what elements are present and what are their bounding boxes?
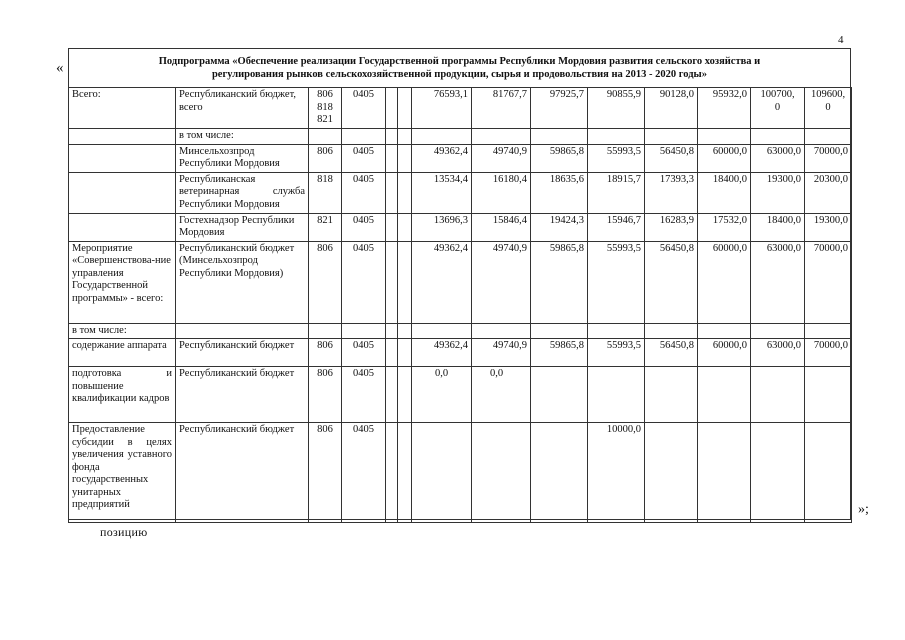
cell-2017: 16283,9 — [645, 213, 698, 241]
cell-2013: 13696,3 — [412, 213, 472, 241]
cell-source: Республиканская ветеринарная служба Республики Мордовия — [176, 172, 309, 213]
cell-2016: 55993,5 — [588, 241, 645, 323]
cell-empty — [398, 88, 412, 129]
cell-source: Республиканский бюджет — [176, 339, 309, 367]
cell-name: содержание аппарата — [69, 339, 176, 367]
title-line-1: Подпрограмма «Обеспечение реализации Государственной программы Республики Мордовия развития сельского хозяйства и — [158, 56, 761, 67]
cell-grbs: 818 — [309, 172, 342, 213]
cell-source: Республиканский бюджет — [176, 423, 309, 523]
cell-2013: 49362,4 — [412, 144, 472, 172]
cell-2016: 90855,9 — [588, 88, 645, 129]
cell-source: Республиканский бюджет (Минсельхозпрод Республики Мордовия) — [176, 241, 309, 323]
cell-2016: 18915,7 — [588, 172, 645, 213]
table-row — [69, 144, 852, 172]
cell-2015: 18635,6 — [531, 172, 588, 213]
cell-section: 0405 — [342, 213, 386, 241]
cell-section: 0405 — [342, 241, 386, 323]
cell-empty — [386, 88, 398, 129]
cell-source: Гостехнадзор Республики Мордовия — [176, 213, 309, 241]
cell-2019: 63000,0 — [751, 339, 805, 367]
cell-2018: 95932,0 — [698, 88, 751, 129]
cell-grbs: 821 — [309, 213, 342, 241]
cell-2015: 59865,8 — [531, 241, 588, 323]
cell-2019: 63000,0 — [751, 241, 805, 323]
closing-quote: »; — [858, 502, 869, 517]
cell-2017: 56450,8 — [645, 144, 698, 172]
cell-grbs: 806 — [309, 144, 342, 172]
cell-2019: 63000,0 — [751, 144, 805, 172]
cell-2016: 55993,5 — [588, 144, 645, 172]
cell-2018: 18400,0 — [698, 172, 751, 213]
table-row — [69, 129, 852, 145]
cell-grbs: 806 — [309, 339, 342, 367]
cell-2018: 60000,0 — [698, 241, 751, 323]
cell-2014: 49740,9 — [472, 241, 531, 323]
cell-name: Предоставление субсидии в целях увеличения уставного фонда государственных унитарных предприятий — [69, 423, 176, 523]
cell-2018: 60000,0 — [698, 339, 751, 367]
cell-name — [69, 213, 176, 241]
table-row — [69, 367, 852, 423]
cell-2016: 55993,5 — [588, 339, 645, 367]
budget-table — [68, 87, 852, 523]
cell-name: Мероприятие «Совершенствова-ние управления Государственной программы» - всего: — [69, 241, 176, 323]
cell-source — [176, 323, 309, 339]
cell-2020: 70000,0 — [805, 241, 852, 323]
cell-2016: 10000,0 — [588, 423, 645, 523]
subprogram-title — [68, 55, 851, 81]
cell-name: Всего: — [69, 88, 176, 129]
cell-2017: 56450,8 — [645, 241, 698, 323]
cell-2014: 0,0 — [472, 367, 531, 423]
cell-2013: 49362,4 — [412, 241, 472, 323]
cell-2017: 90128,0 — [645, 88, 698, 129]
cell-name — [69, 144, 176, 172]
cell-2020: 20300,0 — [805, 172, 852, 213]
cell-2015: 59865,8 — [531, 144, 588, 172]
cell-name: подготовка и повышение квалификации кадров — [69, 367, 176, 423]
cell-2015: 19424,3 — [531, 213, 588, 241]
cell-section: 0405 — [342, 367, 386, 423]
cell-2013: 13534,4 — [412, 172, 472, 213]
cell-2018: 60000,0 — [698, 144, 751, 172]
cell-section: 0405 — [342, 423, 386, 523]
table-row — [69, 339, 852, 367]
cell-section: 0405 — [342, 88, 386, 129]
cell-2014: 49740,9 — [472, 339, 531, 367]
cell-name — [69, 172, 176, 213]
cell-2015: 97925,7 — [531, 88, 588, 129]
cell-source: в том числе: — [176, 129, 309, 145]
opening-quote: « — [56, 60, 64, 76]
cell-2019: 100700, 0 — [751, 88, 805, 129]
cell-name — [69, 129, 176, 145]
table-row — [69, 172, 852, 213]
cell-2018: 17532,0 — [698, 213, 751, 241]
cell-2014: 15846,4 — [472, 213, 531, 241]
cell-2013: 49362,4 — [412, 339, 472, 367]
title-line-2: регулирования рынков сельскохозяйственной продукции, сырья и продовольствия на 2013 - 2020 годы» — [211, 69, 708, 80]
cell-section: 0405 — [342, 172, 386, 213]
cell-name: в том числе: — [69, 323, 176, 339]
table-row — [69, 323, 852, 339]
table-row — [69, 423, 852, 523]
cell-2020: 70000,0 — [805, 144, 852, 172]
cell-2016: 15946,7 — [588, 213, 645, 241]
footer-word: позицию — [100, 525, 148, 539]
cell-2017: 56450,8 — [645, 339, 698, 367]
cell-source: Минсельхозпрод Республики Мордовия — [176, 144, 309, 172]
cell-2014: 81767,7 — [472, 88, 531, 129]
cell-2019: 18400,0 — [751, 213, 805, 241]
cell-2013: 76593,1 — [412, 88, 472, 129]
cell-2020: 109600, 0 — [805, 88, 852, 129]
table-row — [69, 213, 852, 241]
cell-source: Республиканский бюджет — [176, 367, 309, 423]
cell-grbs: 806 — [309, 241, 342, 323]
cell-2014: 16180,4 — [472, 172, 531, 213]
table-row — [69, 88, 852, 129]
cell-grbs: 806 818 821 — [309, 88, 342, 129]
cell-2013: 0,0 — [412, 367, 472, 423]
cell-source: Республиканский бюджет, всего — [176, 88, 309, 129]
table-row — [69, 241, 852, 323]
cell-2020: 19300,0 — [805, 213, 852, 241]
cell-2019: 19300,0 — [751, 172, 805, 213]
cell-2014: 49740,9 — [472, 144, 531, 172]
cell-2020: 70000,0 — [805, 339, 852, 367]
cell-section: 0405 — [342, 144, 386, 172]
page-number: 4 — [838, 34, 844, 46]
cell-grbs: 806 — [309, 423, 342, 523]
cell-section: 0405 — [342, 339, 386, 367]
cell-grbs: 806 — [309, 367, 342, 423]
cell-2015: 59865,8 — [531, 339, 588, 367]
cell-2017: 17393,3 — [645, 172, 698, 213]
